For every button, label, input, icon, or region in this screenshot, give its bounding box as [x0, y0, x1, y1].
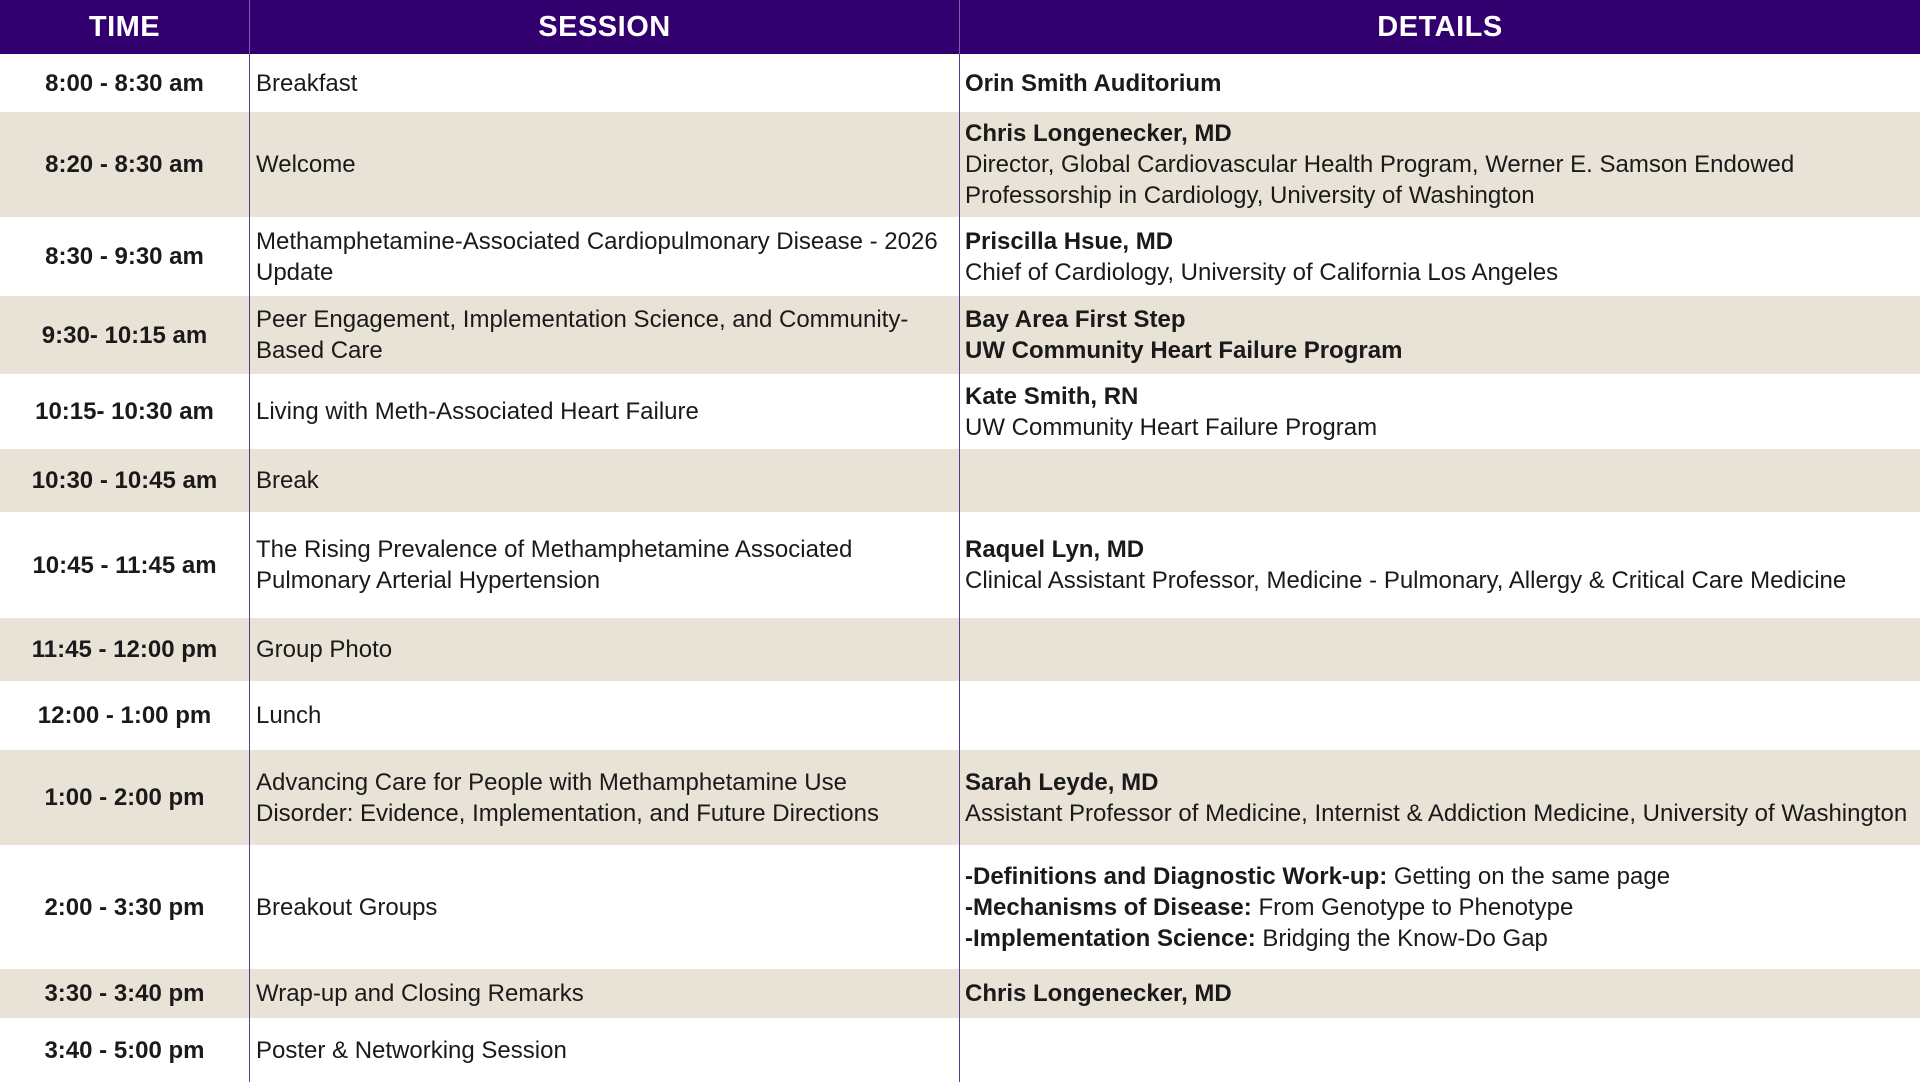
- details-cell: [960, 296, 1920, 374]
- details-cell: [960, 512, 1920, 618]
- details-line: [965, 68, 1912, 99]
- time-cell: 10:30 - 10:45 am: [0, 449, 250, 512]
- details-cell: [960, 618, 1920, 681]
- details-bold-text: Sarah Leyde, MD: [965, 768, 1159, 796]
- details-bold-text: UW Community Heart Failure Program: [965, 337, 1403, 364]
- details-line: [965, 798, 1912, 829]
- details-cell: [960, 449, 1920, 512]
- table-row: [0, 512, 1920, 618]
- details-line: [965, 565, 1912, 596]
- details-line: [965, 767, 1912, 798]
- details-text: Professorship in Cardiology, University of Washington: [965, 182, 1535, 209]
- session-cell: [250, 845, 960, 969]
- details-line: [965, 923, 1912, 954]
- session-title: Breakout Groups: [256, 893, 438, 921]
- header-details: DETAILS: [1377, 10, 1503, 43]
- details-line: [965, 892, 1912, 923]
- details-line: [965, 381, 1912, 412]
- details-text: From Genotype to Phenotype: [1251, 893, 1574, 921]
- session-title: Poster & Networking Session: [256, 1036, 567, 1064]
- details-text: Getting on the same page: [1387, 862, 1671, 890]
- details-line: [965, 118, 1912, 149]
- details-text: Clinical Assistant Professor, Medicine - Pulmonary, Allergy & Critical Care Medicine: [965, 567, 1847, 594]
- details-line: [965, 304, 1912, 335]
- session-cell: [250, 1018, 960, 1082]
- session-title: Advancing Care for People with Methamphetamine Use Disorder: Evidence, Implementation, and Future Directions: [256, 768, 879, 827]
- session-cell: [250, 296, 960, 374]
- table-row: [0, 1018, 1920, 1082]
- details-bold-text: Bay Area First Step: [965, 306, 1186, 333]
- details-cell: [960, 681, 1920, 750]
- table-row: [0, 618, 1920, 681]
- time-cell: 12:00 - 1:00 pm: [0, 681, 250, 750]
- table-row: [0, 681, 1920, 750]
- details-cell: [960, 969, 1920, 1018]
- session-title: Break: [256, 467, 319, 494]
- time-cell: 11:45 - 12:00 pm: [0, 618, 250, 681]
- session-title: Welcome: [256, 151, 356, 178]
- table-row: [0, 374, 1920, 449]
- session-cell: [250, 750, 960, 845]
- time-cell: 9:30- 10:15 am: [0, 296, 250, 374]
- details-line: [965, 861, 1912, 892]
- session-title: Group Photo: [256, 636, 393, 663]
- details-bold-text: -Definitions and Diagnostic Work-up:: [965, 862, 1388, 890]
- session-title: The Rising Prevalence of Methamphetamine Associated Pulmonary Arterial Hypertension: [256, 536, 853, 594]
- session-title: Peer Engagement, Implementation Science, and Community-Based Care: [256, 306, 909, 364]
- time-cell: 3:30 - 3:40 pm: [0, 969, 250, 1018]
- details-line: [965, 335, 1912, 366]
- session-title: Breakfast: [256, 69, 358, 97]
- details-cell: [960, 750, 1920, 845]
- details-bold-text: Chris Longenecker, MD: [965, 980, 1232, 1007]
- details-cell: [960, 1018, 1920, 1082]
- details-text: Bridging the Know-Do Gap: [1255, 924, 1548, 952]
- details-bold-text: -Mechanisms of Disease:: [965, 893, 1252, 921]
- table-row: [0, 54, 1920, 112]
- session-cell: [250, 681, 960, 750]
- table-body: [0, 54, 1920, 1082]
- table-row: [0, 845, 1920, 969]
- header-session: SESSION: [250, 0, 960, 54]
- details-bold-text: -Implementation Science:: [965, 924, 1256, 952]
- details-line: [965, 226, 1912, 257]
- details-text: Director, Global Cardiovascular Health Program, Werner E. Samson Endowed: [965, 151, 1795, 178]
- session-cell: [250, 618, 960, 681]
- details-bold-text: Orin Smith Auditorium: [965, 69, 1222, 97]
- details-text: Chief of Cardiology, University of California Los Angeles: [965, 258, 1559, 286]
- session-title: Methamphetamine-Associated Cardiopulmonary Disease - 2026 Update: [256, 227, 938, 286]
- details-bold-text: Kate Smith, RN: [965, 382, 1139, 410]
- table-row: [0, 296, 1920, 374]
- table-row: [0, 217, 1920, 296]
- time-cell: 3:40 - 5:00 pm: [0, 1018, 250, 1082]
- details-line: [965, 149, 1912, 180]
- details-text: UW Community Heart Failure Program: [965, 413, 1378, 441]
- details-line: [965, 978, 1912, 1009]
- time-cell: 1:00 - 2:00 pm: [0, 750, 250, 845]
- details-cell: [960, 112, 1920, 217]
- table-row: [0, 112, 1920, 217]
- table-row: [0, 449, 1920, 512]
- session-cell: [250, 512, 960, 618]
- header-time: TIME: [0, 0, 250, 54]
- time-cell: 2:00 - 3:30 pm: [0, 845, 250, 969]
- session-cell: [250, 54, 960, 112]
- table-row: [0, 750, 1920, 845]
- time-cell: 8:30 - 9:30 am: [0, 217, 250, 296]
- details-text: Assistant Professor of Medicine, Internist & Addiction Medicine, University of Washington: [965, 799, 1908, 827]
- details-line: [965, 257, 1912, 288]
- session-cell: [250, 374, 960, 449]
- details-bold-text: Priscilla Hsue, MD: [965, 227, 1174, 255]
- table-row: [0, 969, 1920, 1018]
- time-cell: 8:00 - 8:30 am: [0, 54, 250, 112]
- details-line: [965, 412, 1912, 443]
- details-cell: [960, 217, 1920, 296]
- time-cell: 10:15- 10:30 am: [0, 374, 250, 449]
- session-cell: [250, 969, 960, 1018]
- session-cell: [250, 217, 960, 296]
- session-cell: [250, 112, 960, 217]
- time-cell: 10:45 - 11:45 am: [0, 512, 250, 618]
- details-cell: [960, 845, 1920, 969]
- table-header: [0, 0, 1920, 54]
- details-bold-text: Raquel Lyn, MD: [965, 536, 1145, 563]
- session-title: Wrap-up and Closing Remarks: [256, 980, 584, 1007]
- details-line: [965, 534, 1912, 565]
- time-cell: 8:20 - 8:30 am: [0, 112, 250, 217]
- session-cell: [250, 449, 960, 512]
- details-bold-text: Chris Longenecker, MD: [965, 120, 1232, 147]
- details-cell: [960, 374, 1920, 449]
- session-title: Lunch: [256, 702, 322, 729]
- details-line: [965, 180, 1912, 211]
- details-cell: [960, 54, 1920, 112]
- session-title: Living with Meth-Associated Heart Failure: [256, 398, 699, 425]
